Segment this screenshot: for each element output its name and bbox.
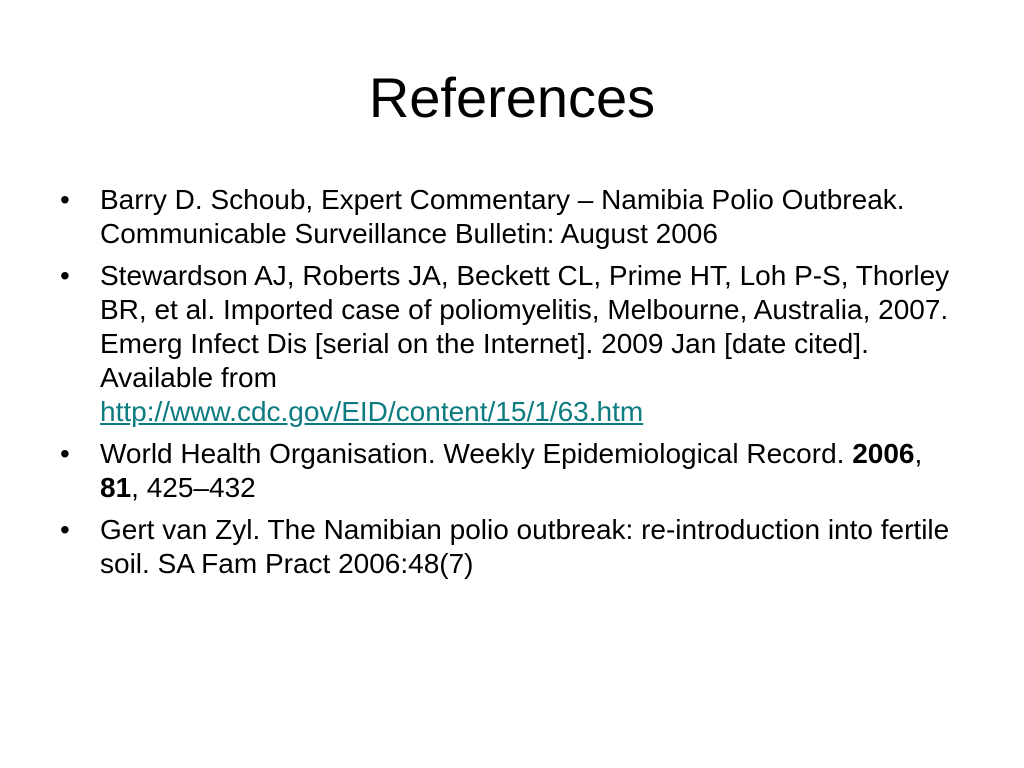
slide-title: References	[368, 66, 656, 129]
reference-item-3	[60, 437, 960, 505]
reference-pages: , 425–432	[131, 472, 256, 503]
reference-separator: ,	[914, 438, 923, 469]
reference-volume: 81	[100, 472, 132, 503]
reference-item-2	[60, 259, 960, 429]
bullet-icon: •	[60, 514, 70, 545]
reference-text: World Health Organisation. Weekly Epidemiological Record.	[100, 438, 845, 469]
bullet-icon: •	[60, 438, 70, 469]
bullet-icon: •	[60, 260, 70, 291]
reference-year: 2006	[852, 438, 915, 469]
reference-list	[60, 183, 960, 589]
reference-text: Barry D. Schoub, Expert Commentary – Namibia Polio Outbreak. Communicable Surveillance Bulletin: August 2006	[100, 184, 905, 249]
reference-item-4	[60, 513, 960, 581]
bullet-icon: •	[60, 184, 70, 215]
reference-text: Gert van Zyl. The Namibian polio outbreak: re-introduction into fertile soil. SA Fam Pract 2006:48(7)	[100, 514, 950, 579]
reference-text: Stewardson AJ, Roberts JA, Beckett CL, Prime HT, Loh P-S, Thorley BR, et al. Imported case of poliomyelitis, Melbourne, Australia, 2007. Emerg Infect Dis [serial on the Internet]. 2009 Jan [date cited]. Available from	[100, 260, 950, 393]
reference-item-1	[60, 183, 960, 251]
reference-link[interactable]: http://www.cdc.gov/EID/content/15/1/63.htm	[100, 396, 644, 427]
